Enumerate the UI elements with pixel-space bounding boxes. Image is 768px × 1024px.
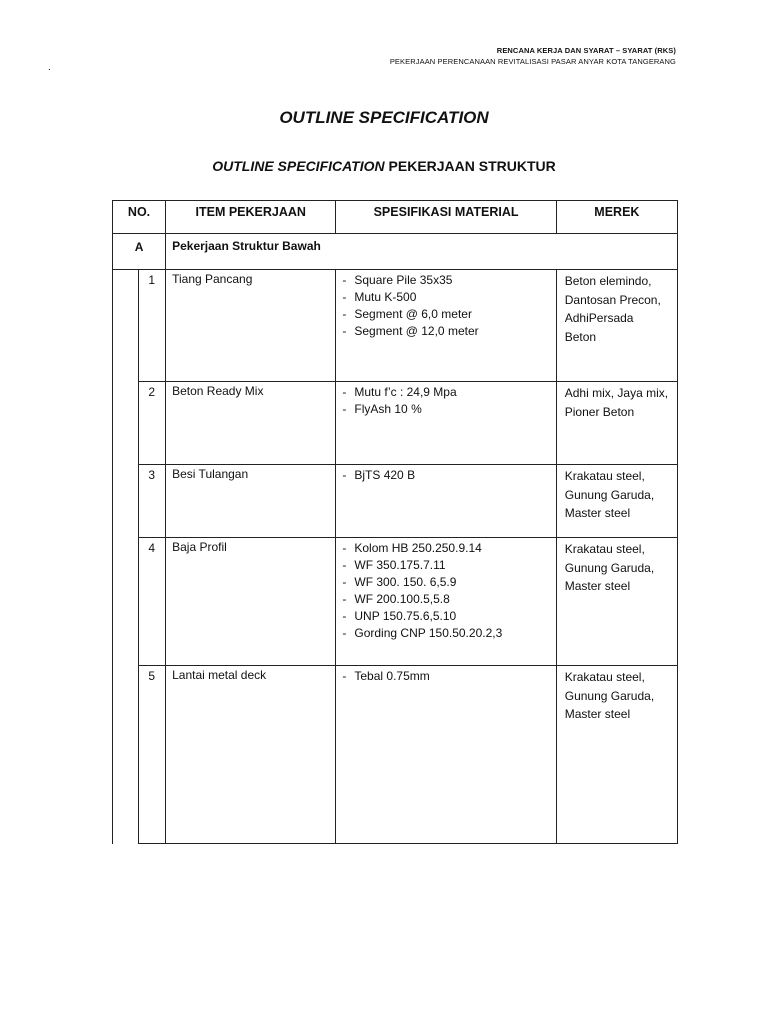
merek-line: Gunung Garuda, xyxy=(564,560,655,575)
merek-line: AdhiPersada xyxy=(564,311,634,325)
section-letter: A xyxy=(113,234,166,270)
spec-item: - FlyAsh 10 % xyxy=(342,401,555,418)
spec-item: - Mutu K-500 xyxy=(342,289,555,306)
spec-list xyxy=(342,384,555,418)
specification-table xyxy=(112,200,678,844)
table-header-row xyxy=(113,201,678,234)
section-name: Pekerjaan Struktur Bawah xyxy=(166,234,678,270)
header-item: ITEM PEKERJAAN xyxy=(166,201,336,234)
spec-list xyxy=(342,272,555,340)
stray-dot: . xyxy=(48,62,51,73)
spec-item: - Segment @ 12,0 meter xyxy=(342,323,555,340)
row-item: Besi Tulangan xyxy=(166,465,336,538)
merek-line: Master steel xyxy=(564,579,631,593)
table-row xyxy=(113,666,678,844)
row-number: 3 xyxy=(139,465,166,538)
table-row xyxy=(113,538,678,666)
row-item: Beton Ready Mix xyxy=(166,382,336,465)
page-subtitle xyxy=(0,158,768,174)
row-spec xyxy=(336,465,556,538)
merek-line: Dantosan Precon, xyxy=(564,292,661,307)
merek-line: Adhi mix, Jaya mix, xyxy=(564,386,669,400)
row-merek xyxy=(556,270,677,382)
header-document-title: RENCANA KERJA DAN SYARAT – SYARAT (RKS) xyxy=(496,46,676,55)
merek-line: Krakatau steel, xyxy=(564,542,645,556)
spec-item: - WF 200.100.5,5.8 xyxy=(342,591,555,608)
row-item: Tiang Pancang xyxy=(166,270,336,382)
spec-item: - UNP 150.75.6,5.10 xyxy=(342,608,555,625)
merek-line: Beton elemindo, xyxy=(564,274,652,288)
merek-line: Beton xyxy=(564,329,597,344)
spec-item: - Square Pile 35x35 xyxy=(342,272,555,289)
row-spec xyxy=(336,666,556,844)
merek-line: Gunung Garuda, xyxy=(564,487,655,502)
row-number: 1 xyxy=(139,270,166,382)
merek-line: Master steel xyxy=(564,707,631,721)
merek-line: Master steel xyxy=(564,506,631,520)
spec-list xyxy=(342,467,555,484)
header-no: NO. xyxy=(113,201,166,234)
indent-cell xyxy=(113,382,139,465)
header-spec: SPESIFIKASI MATERIAL xyxy=(336,201,556,234)
table-row xyxy=(113,270,678,382)
indent-cell xyxy=(113,270,139,382)
row-merek xyxy=(556,666,677,844)
merek-line: Gunung Garuda, xyxy=(564,688,655,703)
table-row xyxy=(113,382,678,465)
table-row xyxy=(113,465,678,538)
subtitle-italic: OUTLINE SPECIFICATION xyxy=(212,158,385,174)
row-number: 5 xyxy=(139,666,166,844)
row-item: Lantai metal deck xyxy=(166,666,336,844)
row-spec xyxy=(336,270,556,382)
merek-line: Krakatau steel, xyxy=(564,469,645,483)
page-title: OUTLINE SPECIFICATION xyxy=(279,108,489,127)
spec-item: - Tebal 0.75mm xyxy=(342,668,555,685)
spec-item: - BjTS 420 B xyxy=(342,467,555,484)
indent-cell xyxy=(113,666,139,844)
header-merek: MEREK xyxy=(556,201,677,234)
header-project-name: PEKERJAAN PERENCANAAN REVITALISASI PASAR ANYAR KOTA TANGERANG xyxy=(389,57,676,66)
spec-item: - Kolom HB 250.250.9.14 xyxy=(342,540,555,557)
row-number: 2 xyxy=(139,382,166,465)
spec-list xyxy=(342,668,555,685)
merek-line: Krakatau steel, xyxy=(564,670,645,684)
indent-cell xyxy=(113,465,139,538)
spec-item: - Mutu f’c : 24,9 Mpa xyxy=(342,384,555,401)
row-spec xyxy=(336,538,556,666)
section-row xyxy=(113,234,678,270)
merek-line: Pioner Beton xyxy=(564,404,635,419)
subtitle-rest: PEKERJAAN STRUKTUR xyxy=(384,158,556,174)
row-number: 4 xyxy=(139,538,166,666)
row-item: Baja Profil xyxy=(166,538,336,666)
spec-list xyxy=(342,540,555,642)
spec-item: - Segment @ 6,0 meter xyxy=(342,306,555,323)
row-merek xyxy=(556,538,677,666)
spec-item: - WF 300. 150. 6,5.9 xyxy=(342,574,555,591)
row-merek xyxy=(556,382,677,465)
spec-item: - Gording CNP 150.50.20.2,3 xyxy=(342,625,555,642)
indent-cell xyxy=(113,538,139,666)
row-spec xyxy=(336,382,556,465)
row-merek xyxy=(556,465,677,538)
spec-item: - WF 350.175.7.11 xyxy=(342,557,555,574)
